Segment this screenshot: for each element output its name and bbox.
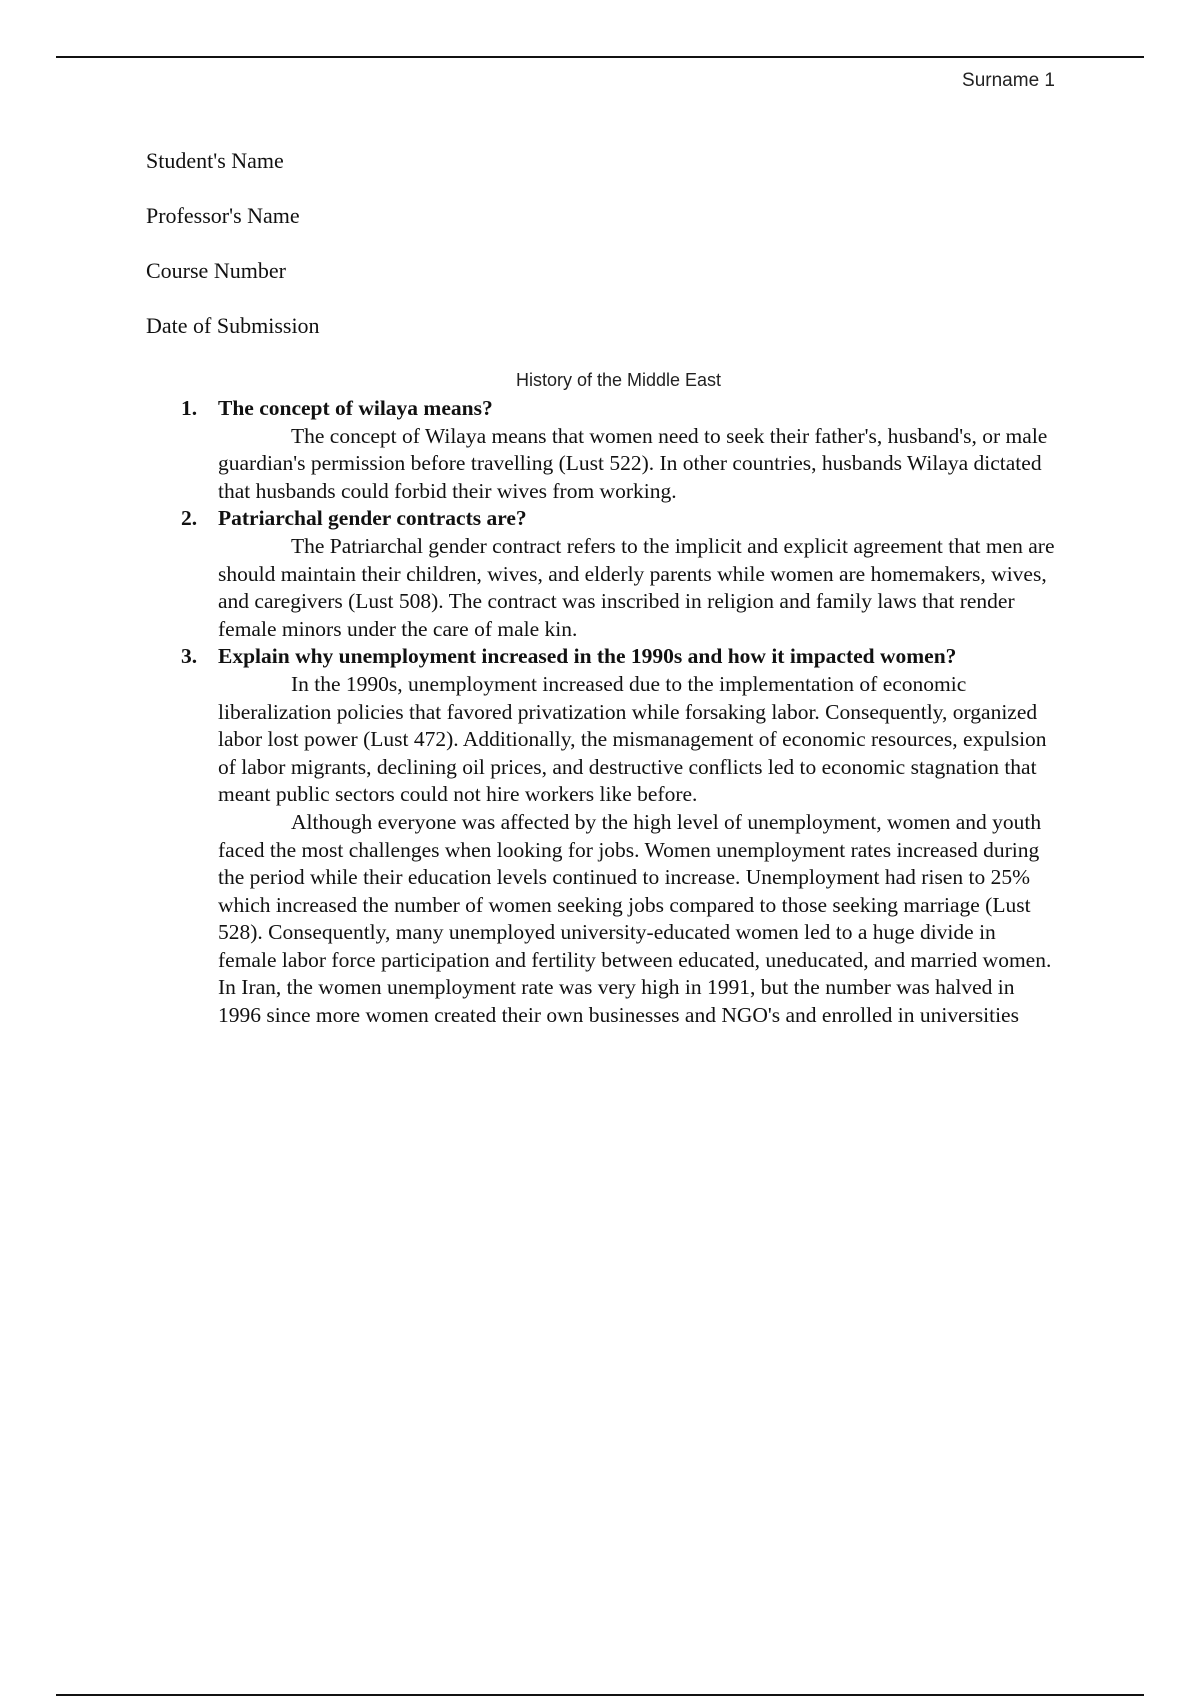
student-name: Student's Name <box>146 148 284 173</box>
question-number: 3. <box>181 644 198 669</box>
course-number: Course Number <box>146 258 286 283</box>
question-text: Patriarchal gender contracts are? <box>218 506 527 531</box>
question-number: 2. <box>181 506 198 531</box>
question-2 <box>181 505 1058 533</box>
answer-paragraph: In the 1990s, unemployment increased due to the implementation of economic liberalization policies that favored privatization while forsaking labor. Consequently, organized labor lost power (Lust 472). Additionally, the mismanagement of economic resources, expulsion of labor migrants, declining oil prices, and destructive conflicts led to economic stagnation that meant public sectors could not hire workers like before. <box>218 671 1047 807</box>
running-head: Surname 1 <box>962 70 1055 91</box>
answer-paragraph: Although everyone was affected by the high level of unemployment, women and youth faced the most challenges when looking for jobs. Women unemployment rates increased during the period while their education levels continued to increase. Unemployment had risen to 25% which increased the number of women seeking jobs compared to those seeking marriage (Lust 528). Consequently, many unemployed university-educated women led to a huge divide in female labor force participation and fertility between educated, uneducated, and married women. In Iran, the women unemployment rate was very high in 1991, but the number was halved in 1996 since more women created their own businesses and NGO's and enrolled in universities <box>218 809 1052 1028</box>
document-body <box>181 395 1058 1030</box>
professor-name: Professor's Name <box>146 203 300 228</box>
submission-date: Date of Submission <box>146 313 320 338</box>
question-1 <box>181 395 1058 423</box>
question-text: Explain why unemployment increased in the 1990s and how it impacted women? <box>218 644 957 669</box>
top-rule <box>56 56 1144 58</box>
question-3 <box>181 643 1058 671</box>
question-text: The concept of wilaya means? <box>218 396 493 420</box>
bottom-rule <box>56 1694 1144 1696</box>
answer-paragraph: The Patriarchal gender contract refers to the implicit and explicit agreement that men are should maintain their children, wives, and elderly parents while women are homemakers, wives, and caregivers (Lust 508). The contract was inscribed in religion and family laws that render female minors under the care of male kin. <box>218 533 1055 641</box>
student-header-block <box>146 146 320 366</box>
answer-paragraph: The concept of Wilaya means that women need to seek their father's, husband's, or male guardian's permission before travelling (Lust 522). In other countries, husbands Wilaya dictated that husbands could forbid their wives from working. <box>218 423 1048 503</box>
document-title: History of the Middle East <box>515 370 722 390</box>
question-number: 1. <box>181 396 198 420</box>
